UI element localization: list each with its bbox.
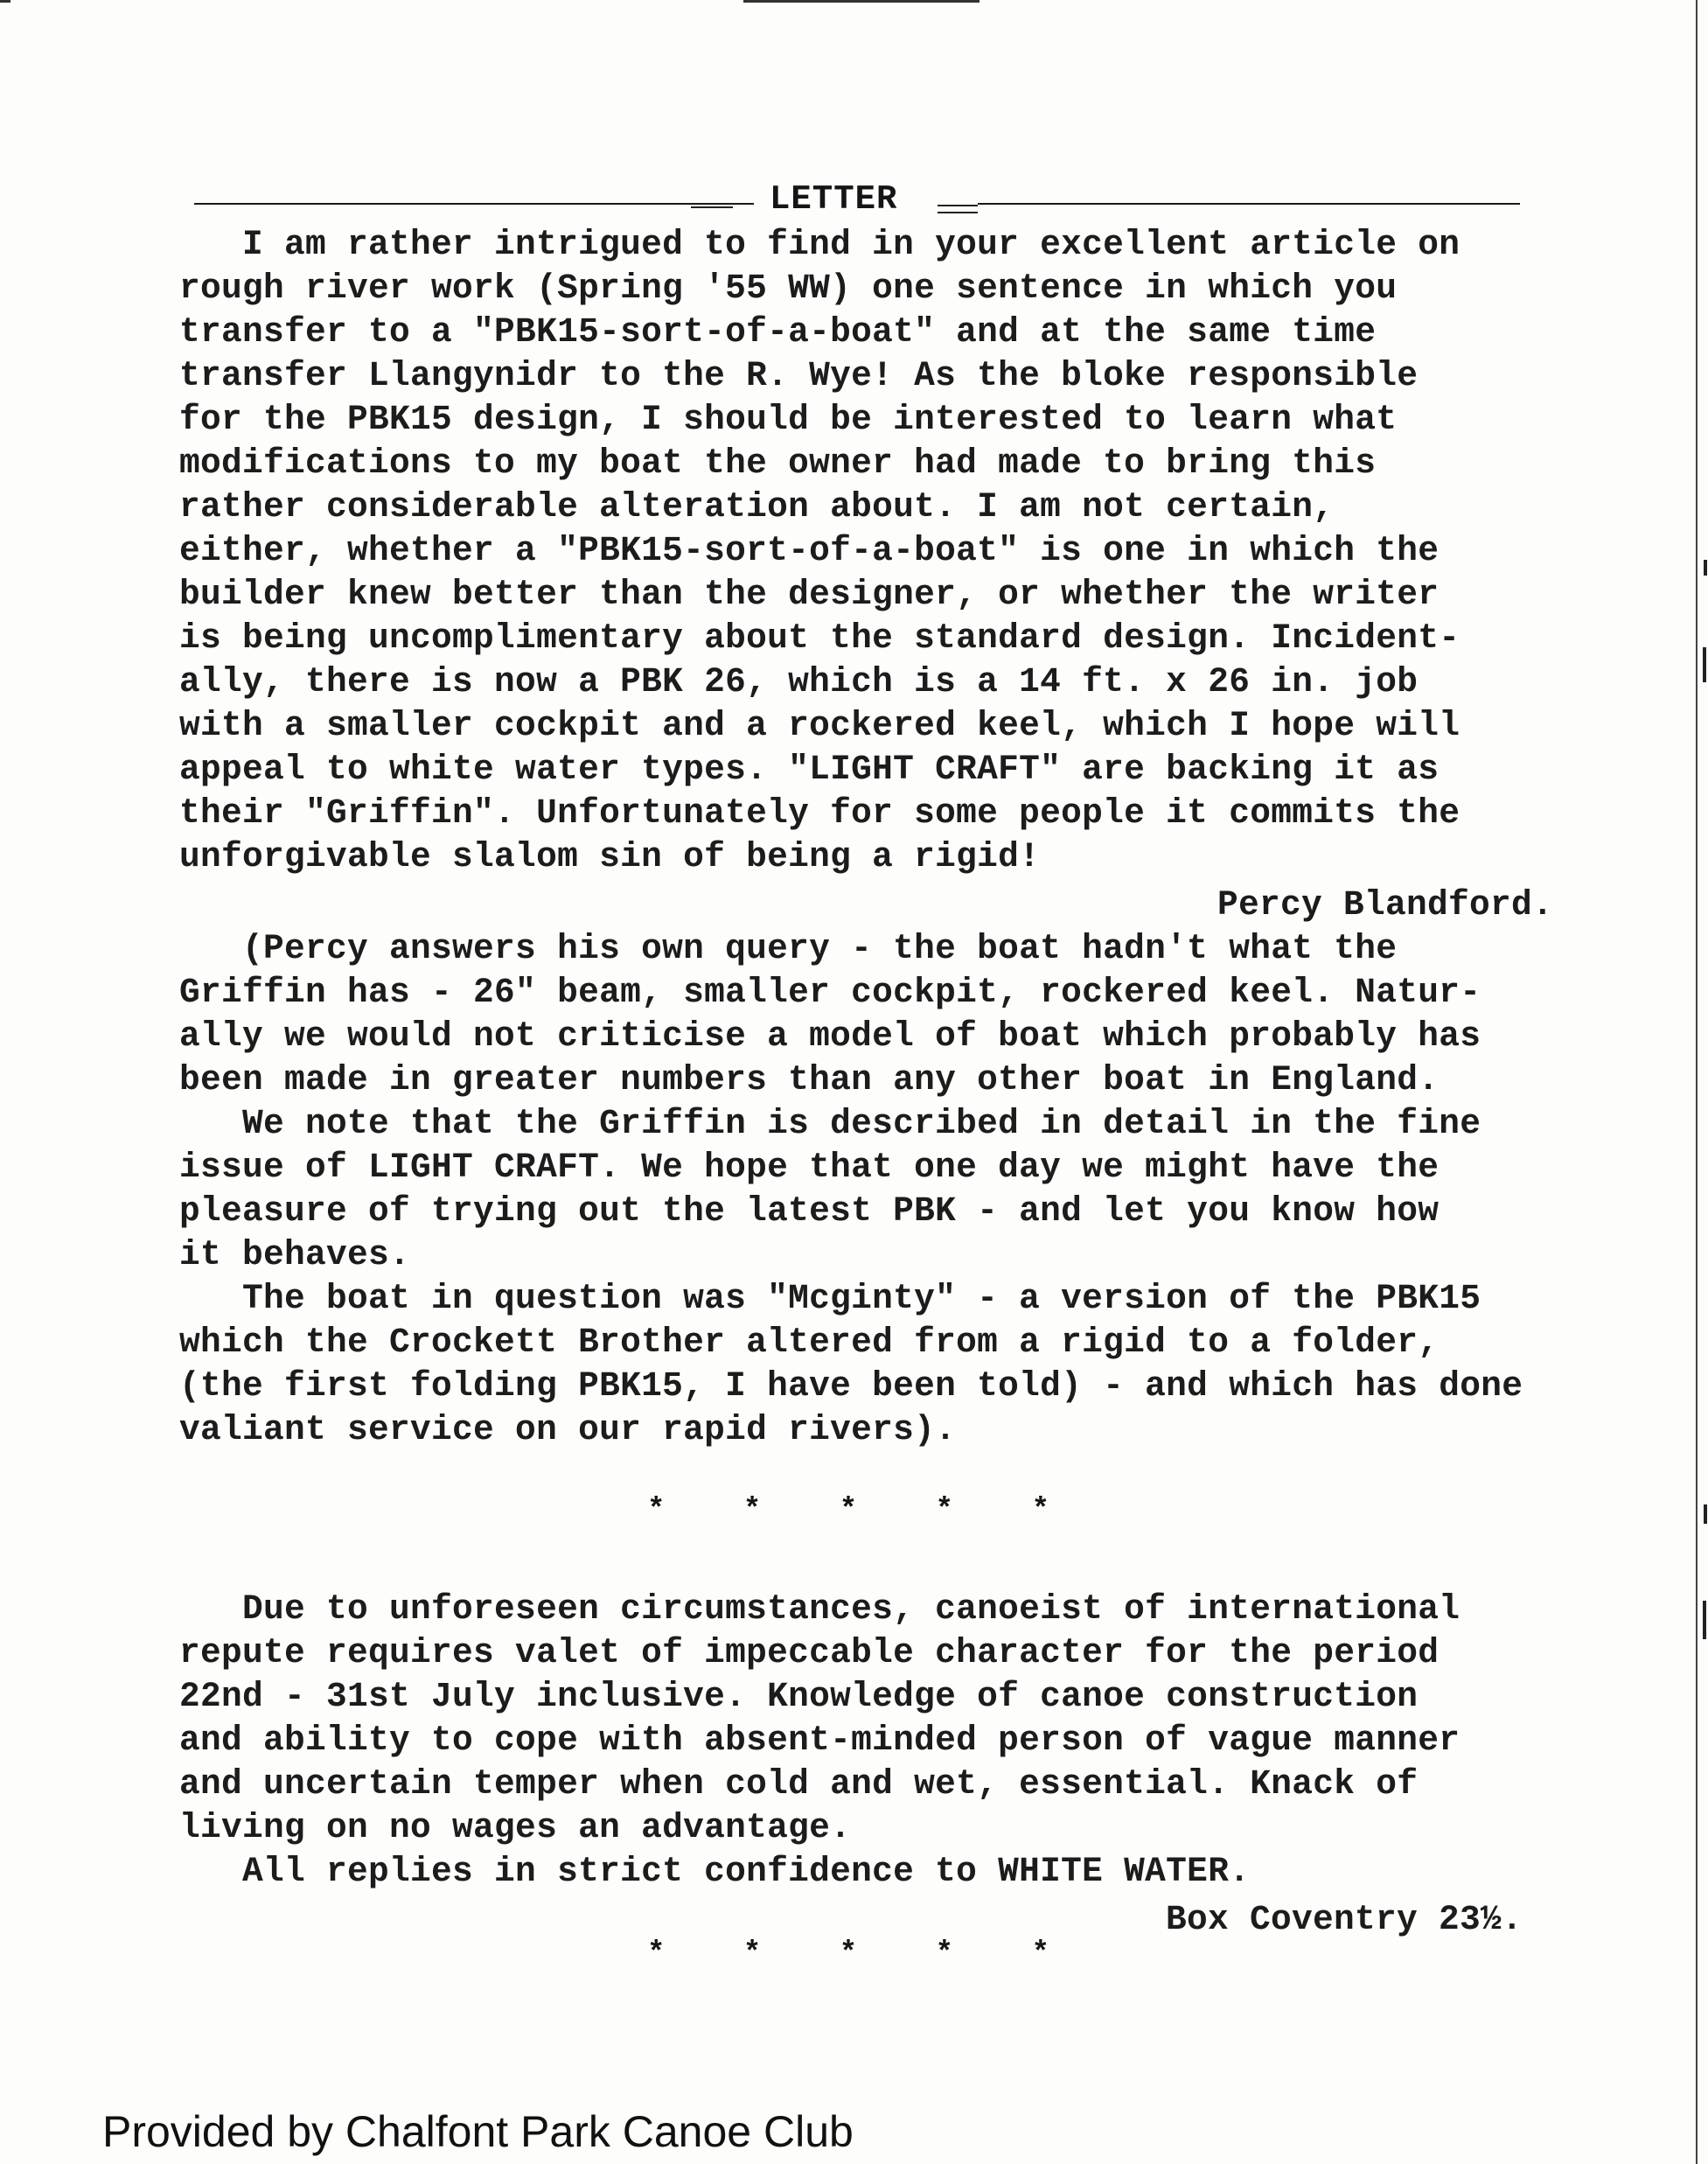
letter-signature: Percy Blandford. <box>1217 885 1554 925</box>
letter-line: ally, there is now a PBK 26, which is a 14 ft. x 26 in. job <box>179 662 1419 702</box>
separator-star: * <box>839 1937 858 1971</box>
letter-line: appeal to white water types. "LIGHT CRAFT" are backing it as <box>179 750 1440 789</box>
separator-star: * <box>647 1494 666 1527</box>
ad-line: living on no wages an advantage. <box>179 1808 852 1847</box>
margin-mark-4 <box>1703 1601 1706 1639</box>
margin-mark-3 <box>1704 1504 1707 1524</box>
ad-line: Due to unforeseen circumstances, canoeist of international <box>179 1589 1461 1629</box>
scan-corner-mark <box>0 0 10 3</box>
reply-line: it behaves. <box>179 1235 411 1274</box>
ad-box-number: Box Coventry 23½. <box>1166 1900 1523 1939</box>
scan-right-edge <box>1696 0 1698 2164</box>
heading-dash-left <box>691 206 733 208</box>
ad-line: 22nd - 31st July inclusive. Knowledge of canoe construction <box>179 1677 1419 1716</box>
separator-stars <box>647 1494 1049 1527</box>
reply-line: (Percy answers his own query - the boat hadn't what the <box>179 929 1398 968</box>
ad-line: All replies in strict confidence to WHITE WATER. <box>179 1852 1251 1891</box>
reply-line: The boat in question was "Mcginty" - a version of the PBK15 <box>179 1279 1481 1318</box>
footer-credit: Provided by Chalfont Park Canoe Club <box>102 2107 854 2156</box>
reply-line: issue of LIGHT CRAFT. We hope that one day we might have the <box>179 1148 1440 1187</box>
letter-line: rough river work (Spring '55 WW) one sentence in which you <box>179 269 1398 308</box>
letter-line: transfer Llangynidr to the R. Wye! As the bloke responsible <box>179 356 1419 395</box>
separator-star: * <box>742 1937 762 1971</box>
separator-star: * <box>935 1937 954 1971</box>
reply-line: which the Crockett Brother altered from a rigid to a folder, <box>179 1323 1440 1362</box>
letter-line: I am rather intrigued to find in your excellent article on <box>179 225 1461 264</box>
separator-star: * <box>839 1494 858 1527</box>
reply-line: valiant service on our rapid rivers). <box>179 1410 957 1449</box>
heading-dash-right-2 <box>938 212 978 213</box>
heading-rule-right <box>978 203 1520 205</box>
letter-line: builder knew better than the designer, or whether the writer <box>179 575 1440 614</box>
scan-top-mark <box>743 0 979 3</box>
letter-line: with a smaller cockpit and a rockered keel, which I hope will <box>179 706 1461 745</box>
reply-line: been made in greater numbers than any other boat in England. <box>179 1060 1440 1099</box>
letter-heading: LETTER <box>770 180 898 219</box>
letter-line: unforgivable slalom sin of being a rigid! <box>179 837 1041 876</box>
reply-line: (the first folding PBK15, I have been told) - and which has done <box>179 1366 1523 1406</box>
letter-line: either, whether a "PBK15-sort-of-a-boat" is one in which the <box>179 531 1440 570</box>
letter-line: their "Griffin". Unfortunately for some people it commits the <box>179 793 1461 833</box>
heading-rule-left <box>194 203 754 205</box>
heading-dash-right-1 <box>938 205 978 206</box>
letter-line: rather considerable alteration about. I am not certain, <box>179 487 1335 527</box>
reply-line: ally we would not criticise a model of boat which probably has <box>179 1016 1481 1056</box>
separator-star: * <box>935 1494 954 1527</box>
separator-stars-bottom <box>647 1937 1049 1971</box>
separator-star: * <box>1031 1494 1049 1527</box>
reply-line: Griffin has - 26" beam, smaller cockpit, rockered keel. Natur- <box>179 973 1481 1012</box>
letter-line: modifications to my boat the owner had made to bring this <box>179 443 1377 483</box>
reply-line: We note that the Griffin is described in detail in the fine <box>179 1104 1481 1143</box>
letter-line: for the PBK15 design, I should be interested to learn what <box>179 400 1398 439</box>
separator-star: * <box>742 1494 762 1527</box>
separator-star: * <box>1031 1937 1049 1971</box>
separator-star: * <box>647 1937 666 1971</box>
ad-line: repute requires valet of impeccable character for the period <box>179 1633 1440 1672</box>
ad-line: and uncertain temper when cold and wet, essential. Knack of <box>179 1764 1419 1804</box>
letter-line: is being uncomplimentary about the standard design. Incident- <box>179 618 1461 658</box>
reply-line: pleasure of trying out the latest PBK - and let you know how <box>179 1191 1440 1231</box>
letter-line: transfer to a "PBK15-sort-of-a-boat" and at the same time <box>179 312 1377 352</box>
margin-mark-1 <box>1704 560 1707 576</box>
ad-line: and ability to cope with absent-minded person of vague manner <box>179 1721 1461 1760</box>
margin-mark-2 <box>1703 647 1706 682</box>
